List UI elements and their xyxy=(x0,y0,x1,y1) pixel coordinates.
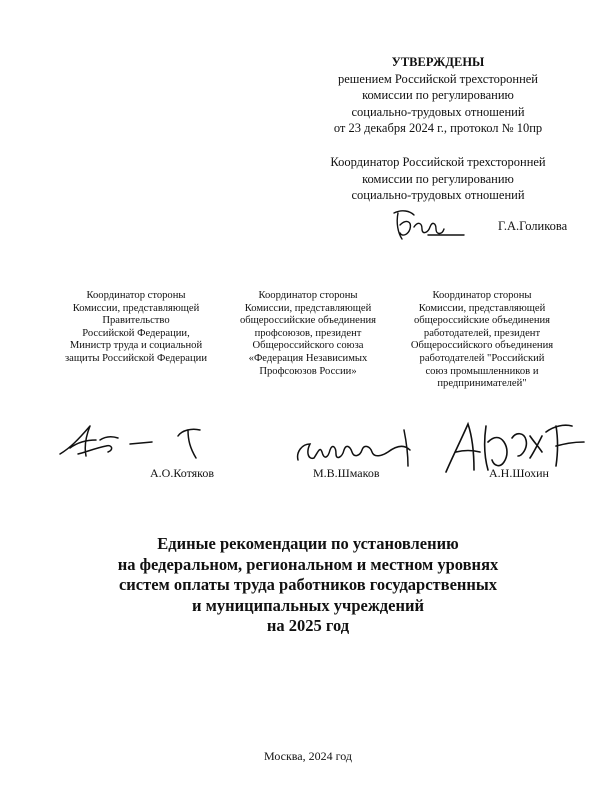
coordinator-signature xyxy=(388,205,466,245)
approval-line: социально-трудовых отношений xyxy=(351,104,525,119)
title-line: систем оплаты труда работников государственных xyxy=(118,575,498,594)
party-line: союз промышленников и xyxy=(425,365,539,377)
party-line: работодателей "Российский xyxy=(419,352,545,364)
signature-shmakov xyxy=(292,422,432,470)
coordinator-line: комиссии по регулированию xyxy=(362,171,514,186)
approval-block xyxy=(300,54,576,137)
party-line: Координатор стороны xyxy=(86,290,186,301)
approval-line: решением Российской трехсторонней xyxy=(337,71,538,86)
party-line: профсоюзов, президент xyxy=(254,327,362,339)
party-column xyxy=(48,290,224,366)
approval-heading: УТВЕРЖДЕНЫ xyxy=(391,55,485,69)
approval-line: от 23 декабря 2024 г., протокол № 10пр xyxy=(333,121,543,135)
title-line: на федеральном, региональном и местном уровнях xyxy=(117,554,499,574)
signatory-name: А.О.Котяков xyxy=(150,466,215,480)
party-line: «Федерация Независимых xyxy=(248,352,368,364)
party-line: Общероссийского объединения xyxy=(410,340,554,352)
party-line: общероссийские объединения xyxy=(239,315,377,327)
document-title xyxy=(40,534,576,637)
signatory-name: А.Н.Шохин xyxy=(489,466,549,480)
party-column xyxy=(394,290,570,391)
signature-kotyakov xyxy=(56,418,216,462)
title-line: на 2025 год xyxy=(266,616,350,635)
approval-line: комиссии по регулированию xyxy=(362,88,514,102)
coordinator-name: Г.А.Голикова xyxy=(498,219,568,233)
party-line: Общероссийского союза xyxy=(252,340,364,352)
place-and-year: Москва, 2024 год xyxy=(263,749,353,763)
party-line: Комиссии, представляющей xyxy=(72,302,200,314)
party-line: Комиссии, представляющей xyxy=(418,302,546,314)
party-line: Комиссии, представляющей xyxy=(244,302,372,314)
party-line: работодателей, президент xyxy=(423,327,541,339)
party-line: Координатор стороны xyxy=(258,290,358,301)
party-line: общероссийские объединения xyxy=(413,315,551,327)
party-line: защиты Российской Федерации xyxy=(65,352,207,364)
title-line: Единые рекомендации по установлению xyxy=(157,534,459,553)
coordinator-line: Координатор Российской трехсторонней xyxy=(330,155,546,169)
party-line: Профсоюзов России» xyxy=(259,365,357,377)
party-line: Координатор стороны xyxy=(432,290,532,301)
coordinator-block xyxy=(300,154,576,204)
party-line: Правительство xyxy=(102,315,170,327)
party-line: Российской Федерации, xyxy=(82,327,190,339)
title-line: и муниципальных учреждений xyxy=(191,595,424,615)
party-line: Министр труда и социальной xyxy=(69,340,203,352)
signatory-name: М.В.Шмаков xyxy=(313,466,380,480)
coordinator-line: социально-трудовых отношений xyxy=(351,188,525,202)
party-line: предпринимателей" xyxy=(437,378,527,390)
party-column xyxy=(220,290,396,378)
